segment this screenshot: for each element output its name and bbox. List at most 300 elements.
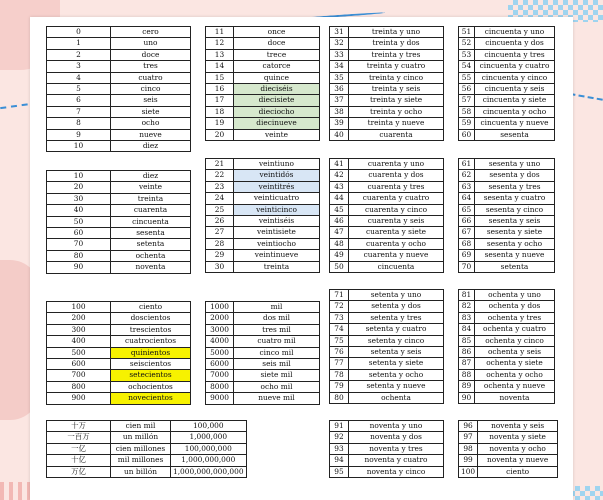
table-row bbox=[47, 466, 247, 477]
number-cell: 97 bbox=[459, 432, 478, 443]
number-cell: 16 bbox=[206, 84, 234, 95]
number-cell: 9 bbox=[47, 129, 111, 140]
table-row bbox=[47, 455, 247, 466]
table-row bbox=[206, 95, 320, 106]
word-cell: mil millones bbox=[111, 455, 171, 466]
table-row bbox=[206, 381, 320, 392]
table-row bbox=[459, 181, 555, 192]
table-row bbox=[330, 250, 444, 261]
table-row bbox=[330, 369, 444, 380]
word-cell: ochocientos bbox=[111, 381, 191, 392]
word-cell: cuarenta y seis bbox=[349, 216, 444, 227]
number-cell: 77 bbox=[330, 358, 349, 369]
word-cell: cuarenta y uno bbox=[349, 159, 444, 170]
number-cell: 20 bbox=[47, 182, 111, 193]
table-row bbox=[459, 301, 555, 312]
table-row bbox=[47, 432, 247, 443]
number-cell: 84 bbox=[459, 324, 475, 335]
number-cell: 96 bbox=[459, 421, 478, 432]
table-row bbox=[47, 38, 191, 49]
number-cell: 42 bbox=[330, 170, 349, 181]
table-row bbox=[330, 84, 444, 95]
number-cell: 71 bbox=[330, 290, 349, 301]
number-cell: 一亿 bbox=[47, 443, 111, 454]
table-row bbox=[330, 170, 444, 181]
table-row bbox=[330, 335, 444, 346]
word-cell: 100,000 bbox=[171, 421, 247, 432]
word-cell: cincuenta y tres bbox=[475, 49, 555, 60]
number-cell: 45 bbox=[330, 204, 349, 215]
number-cell: 75 bbox=[330, 335, 349, 346]
word-cell: seis mil bbox=[234, 359, 320, 370]
table-41-50 bbox=[329, 158, 444, 273]
table-row bbox=[330, 106, 444, 117]
word-cell: un millón bbox=[111, 432, 171, 443]
table-row bbox=[206, 159, 320, 170]
number-cell: 70 bbox=[47, 239, 111, 250]
word-cell: setenta y cuatro bbox=[349, 324, 444, 335]
number-cell: 32 bbox=[330, 38, 349, 49]
table-row bbox=[47, 370, 191, 381]
word-cell: 1,000,000 bbox=[171, 432, 247, 443]
table-row bbox=[47, 118, 191, 129]
number-cell: 31 bbox=[330, 27, 349, 38]
table-row bbox=[459, 455, 558, 466]
number-cell: 24 bbox=[206, 193, 234, 204]
word-cell: cuatrocientos bbox=[111, 336, 191, 347]
number-cell: 11 bbox=[206, 27, 234, 38]
number-cell: 46 bbox=[330, 216, 349, 227]
number-cell: 17 bbox=[206, 95, 234, 106]
word-cell: noventa y nueve bbox=[478, 455, 558, 466]
word-cell: ochenta y cinco bbox=[475, 335, 555, 346]
table-row bbox=[47, 27, 191, 38]
number-cell: 44 bbox=[330, 193, 349, 204]
word-cell: cien mil bbox=[111, 421, 171, 432]
word-cell: treinta y cinco bbox=[349, 72, 444, 83]
table-row bbox=[206, 370, 320, 381]
word-cell: cinco bbox=[111, 84, 191, 95]
number-cell: 86 bbox=[459, 347, 475, 358]
word-cell: sesenta y nueve bbox=[475, 250, 555, 261]
number-cell: 10 bbox=[47, 171, 111, 182]
number-cell: 100 bbox=[459, 466, 478, 477]
number-cell: 4000 bbox=[206, 336, 234, 347]
number-cell: 600 bbox=[47, 359, 111, 370]
number-cell: 81 bbox=[459, 290, 475, 301]
number-cell: 72 bbox=[330, 301, 349, 312]
table-row bbox=[206, 336, 320, 347]
number-cell: 85 bbox=[459, 335, 475, 346]
word-cell: nueve mil bbox=[234, 393, 320, 404]
number-cell: 13 bbox=[206, 49, 234, 60]
table-row bbox=[47, 359, 191, 370]
table-61-70 bbox=[458, 158, 555, 273]
number-cell: 90 bbox=[47, 262, 111, 273]
table-row bbox=[206, 324, 320, 335]
word-cell: un billón bbox=[111, 466, 171, 477]
word-cell: 1,000,000,000 bbox=[171, 455, 247, 466]
table-row bbox=[330, 301, 444, 312]
number-cell: 30 bbox=[47, 193, 111, 204]
word-cell: setenta y ocho bbox=[349, 369, 444, 380]
number-cell: 65 bbox=[459, 204, 475, 215]
table-row bbox=[459, 49, 555, 60]
word-cell: mil bbox=[234, 302, 320, 313]
word-cell: catorce bbox=[234, 61, 320, 72]
number-cell: 8000 bbox=[206, 381, 234, 392]
word-cell: setenta y siete bbox=[349, 358, 444, 369]
word-cell: quinientos bbox=[111, 347, 191, 358]
number-cell: 73 bbox=[330, 312, 349, 323]
number-cell: 十万 bbox=[47, 421, 111, 432]
word-cell: noventa y cuatro bbox=[349, 455, 444, 466]
number-cell: 25 bbox=[206, 204, 234, 215]
word-cell: ochenta y uno bbox=[475, 290, 555, 301]
word-cell: setenta bbox=[475, 261, 555, 272]
word-cell: veintiuno bbox=[234, 159, 320, 170]
number-cell: 50 bbox=[47, 216, 111, 227]
table-row bbox=[459, 170, 555, 181]
number-cell: 99 bbox=[459, 455, 478, 466]
table-row bbox=[459, 95, 555, 106]
table-row bbox=[459, 421, 558, 432]
table-row bbox=[330, 347, 444, 358]
number-cell: 15 bbox=[206, 72, 234, 83]
number-cell: 7000 bbox=[206, 370, 234, 381]
word-cell: ciento bbox=[478, 466, 558, 477]
word-cell: doce bbox=[234, 38, 320, 49]
number-cell: 400 bbox=[47, 336, 111, 347]
number-cell: 51 bbox=[459, 27, 475, 38]
table-row bbox=[459, 159, 555, 170]
word-cell: diez bbox=[111, 141, 191, 152]
word-cell: setenta y dos bbox=[349, 301, 444, 312]
table-row bbox=[47, 393, 191, 404]
table-row bbox=[330, 129, 444, 140]
number-cell: 2 bbox=[47, 49, 111, 60]
word-cell: sesenta y dos bbox=[475, 170, 555, 181]
table-row bbox=[330, 261, 444, 272]
word-cell: setenta y cinco bbox=[349, 335, 444, 346]
word-cell: setenta y tres bbox=[349, 312, 444, 323]
word-cell: cuarenta y dos bbox=[349, 170, 444, 181]
table-row bbox=[330, 466, 444, 477]
word-cell: cincuenta y siete bbox=[475, 95, 555, 106]
number-cell: 50 bbox=[330, 261, 349, 272]
number-cell: 38 bbox=[330, 106, 349, 117]
number-cell: 20 bbox=[206, 129, 234, 140]
table-row bbox=[459, 261, 555, 272]
number-cell: 28 bbox=[206, 238, 234, 249]
table-row bbox=[47, 262, 191, 273]
table-row bbox=[330, 290, 444, 301]
word-cell: dieciocho bbox=[234, 106, 320, 117]
word-cell: noventa y cinco bbox=[349, 466, 444, 477]
number-cell: 23 bbox=[206, 181, 234, 192]
number-cell: 29 bbox=[206, 250, 234, 261]
number-cell: 26 bbox=[206, 216, 234, 227]
word-cell: ocho bbox=[111, 118, 191, 129]
word-cell: cuarenta bbox=[349, 129, 444, 140]
word-cell: cincuenta y ocho bbox=[475, 106, 555, 117]
table-row bbox=[330, 95, 444, 106]
number-cell: 79 bbox=[330, 381, 349, 392]
number-cell: 35 bbox=[330, 72, 349, 83]
word-cell: cincuenta y seis bbox=[475, 84, 555, 95]
number-cell: 88 bbox=[459, 369, 475, 380]
table-row bbox=[330, 312, 444, 323]
word-cell: treinta y cuatro bbox=[349, 61, 444, 72]
word-cell: sesenta bbox=[475, 129, 555, 140]
table-large-numbers bbox=[46, 420, 247, 478]
table-row bbox=[330, 61, 444, 72]
number-cell: 76 bbox=[330, 347, 349, 358]
table-row bbox=[206, 181, 320, 192]
number-cell: 83 bbox=[459, 312, 475, 323]
table-91-95 bbox=[329, 420, 444, 478]
word-cell: quince bbox=[234, 72, 320, 83]
word-cell: noventa y ocho bbox=[478, 443, 558, 454]
table-row bbox=[47, 216, 191, 227]
table-row bbox=[47, 250, 191, 261]
table-row bbox=[330, 455, 444, 466]
number-cell: 94 bbox=[330, 455, 349, 466]
number-cell: 41 bbox=[330, 159, 349, 170]
word-cell: seis bbox=[111, 95, 191, 106]
word-cell: ochenta y dos bbox=[475, 301, 555, 312]
table-11-20 bbox=[205, 26, 320, 141]
number-cell: 300 bbox=[47, 324, 111, 335]
number-cell: 14 bbox=[206, 61, 234, 72]
table-row bbox=[47, 84, 191, 95]
number-cell: 74 bbox=[330, 324, 349, 335]
word-cell: veintidós bbox=[234, 170, 320, 181]
number-cell: 91 bbox=[330, 421, 349, 432]
word-cell: siete bbox=[111, 106, 191, 117]
table-21-30 bbox=[205, 158, 320, 273]
word-cell: sesenta y seis bbox=[475, 216, 555, 227]
table-row bbox=[330, 181, 444, 192]
number-cell: 55 bbox=[459, 72, 475, 83]
table-row bbox=[459, 369, 555, 380]
number-cell: 40 bbox=[47, 205, 111, 216]
table-row bbox=[330, 381, 444, 392]
number-cell: 5000 bbox=[206, 347, 234, 358]
word-cell: sesenta bbox=[111, 228, 191, 239]
number-cell: 4 bbox=[47, 72, 111, 83]
word-cell: setenta y seis bbox=[349, 347, 444, 358]
table-row bbox=[47, 72, 191, 83]
table-row bbox=[459, 335, 555, 346]
table-row bbox=[206, 302, 320, 313]
word-cell: 100,000,000 bbox=[171, 443, 247, 454]
word-cell: doce bbox=[111, 49, 191, 60]
number-cell: 6 bbox=[47, 95, 111, 106]
word-cell: cien millones bbox=[111, 443, 171, 454]
table-row bbox=[47, 95, 191, 106]
table-row bbox=[459, 204, 555, 215]
table-row bbox=[47, 302, 191, 313]
word-cell: cuarenta bbox=[111, 205, 191, 216]
word-cell: uno bbox=[111, 38, 191, 49]
word-cell: cincuenta y uno bbox=[475, 27, 555, 38]
table-row bbox=[47, 381, 191, 392]
table-row bbox=[330, 238, 444, 249]
table-row bbox=[459, 358, 555, 369]
word-cell: ochenta y nueve bbox=[475, 381, 555, 392]
table-row bbox=[47, 347, 191, 358]
number-cell: 95 bbox=[330, 466, 349, 477]
number-cell: 18 bbox=[206, 106, 234, 117]
word-cell: cuarenta y cuatro bbox=[349, 193, 444, 204]
table-51-60 bbox=[458, 26, 555, 141]
table-row bbox=[459, 324, 555, 335]
word-cell: cuarenta y nueve bbox=[349, 250, 444, 261]
word-cell: ochenta y siete bbox=[475, 358, 555, 369]
table-row bbox=[206, 313, 320, 324]
number-cell: 700 bbox=[47, 370, 111, 381]
word-cell: treinta y ocho bbox=[349, 106, 444, 117]
number-cell: 67 bbox=[459, 227, 475, 238]
word-cell: ochenta y cuatro bbox=[475, 324, 555, 335]
number-cell: 64 bbox=[459, 193, 475, 204]
table-row bbox=[459, 129, 555, 140]
word-cell: ochenta y seis bbox=[475, 347, 555, 358]
table-row bbox=[206, 250, 320, 261]
number-cell: 58 bbox=[459, 106, 475, 117]
number-cell: 十亿 bbox=[47, 455, 111, 466]
number-cell: 800 bbox=[47, 381, 111, 392]
word-cell: treinta y siete bbox=[349, 95, 444, 106]
table-row bbox=[330, 72, 444, 83]
word-cell: novecientos bbox=[111, 393, 191, 404]
number-cell: 60 bbox=[47, 228, 111, 239]
table-0-10 bbox=[46, 26, 191, 152]
word-cell: sesenta y siete bbox=[475, 227, 555, 238]
word-cell: noventa y dos bbox=[349, 432, 444, 443]
number-cell: 49 bbox=[330, 250, 349, 261]
word-cell: trece bbox=[234, 49, 320, 60]
word-cell: cinco mil bbox=[234, 347, 320, 358]
table-row bbox=[459, 250, 555, 261]
table-row bbox=[459, 392, 555, 403]
word-cell: noventa y uno bbox=[349, 421, 444, 432]
table-row bbox=[459, 38, 555, 49]
word-cell: noventa bbox=[111, 262, 191, 273]
word-cell: sesenta y uno bbox=[475, 159, 555, 170]
number-cell: 21 bbox=[206, 159, 234, 170]
number-cell: 60 bbox=[459, 129, 475, 140]
word-cell: diecisiete bbox=[234, 95, 320, 106]
number-cell: 37 bbox=[330, 95, 349, 106]
number-cell: 66 bbox=[459, 216, 475, 227]
table-row bbox=[330, 358, 444, 369]
word-cell: sesenta y ocho bbox=[475, 238, 555, 249]
table-row bbox=[47, 239, 191, 250]
table-row bbox=[330, 227, 444, 238]
word-cell: setenta bbox=[111, 239, 191, 250]
table-row bbox=[330, 204, 444, 215]
word-cell: ocho mil bbox=[234, 381, 320, 392]
table-row bbox=[459, 290, 555, 301]
table-row bbox=[47, 443, 247, 454]
word-cell: noventa y seis bbox=[478, 421, 558, 432]
number-cell: 92 bbox=[330, 432, 349, 443]
number-cell: 56 bbox=[459, 84, 475, 95]
table-row bbox=[459, 106, 555, 117]
table-81-90 bbox=[458, 289, 555, 404]
word-cell: cuatro mil bbox=[234, 336, 320, 347]
word-cell: tres mil bbox=[234, 324, 320, 335]
number-cell: 万亿 bbox=[47, 466, 111, 477]
table-row bbox=[459, 84, 555, 95]
number-cell: 3 bbox=[47, 61, 111, 72]
number-cell: 47 bbox=[330, 227, 349, 238]
word-cell: tres bbox=[111, 61, 191, 72]
number-cell: 80 bbox=[330, 392, 349, 403]
word-cell: veintitrés bbox=[234, 181, 320, 192]
number-cell: 68 bbox=[459, 238, 475, 249]
table-row bbox=[206, 216, 320, 227]
table-row bbox=[206, 61, 320, 72]
table-31-40 bbox=[329, 26, 444, 141]
table-row bbox=[47, 182, 191, 193]
word-cell: treinta y uno bbox=[349, 27, 444, 38]
table-row bbox=[330, 216, 444, 227]
table-row bbox=[330, 432, 444, 443]
word-cell: diez bbox=[111, 171, 191, 182]
word-cell: cuarenta y ocho bbox=[349, 238, 444, 249]
word-cell: veintinueve bbox=[234, 250, 320, 261]
number-cell: 900 bbox=[47, 393, 111, 404]
table-row bbox=[459, 432, 558, 443]
table-row bbox=[330, 324, 444, 335]
number-cell: 61 bbox=[459, 159, 475, 170]
number-cell: 89 bbox=[459, 381, 475, 392]
table-row bbox=[47, 336, 191, 347]
table-row bbox=[330, 49, 444, 60]
word-cell: cincuenta y cuatro bbox=[475, 61, 555, 72]
table-row bbox=[330, 159, 444, 170]
number-cell: 59 bbox=[459, 118, 475, 129]
word-cell: veinticinco bbox=[234, 204, 320, 215]
word-cell: dieciséis bbox=[234, 84, 320, 95]
number-cell: 12 bbox=[206, 38, 234, 49]
table-row bbox=[459, 193, 555, 204]
number-cell: 52 bbox=[459, 38, 475, 49]
number-cell: 40 bbox=[330, 129, 349, 140]
word-cell: cuatro bbox=[111, 72, 191, 83]
number-cell: 70 bbox=[459, 261, 475, 272]
word-cell: cincuenta bbox=[111, 216, 191, 227]
number-cell: 33 bbox=[330, 49, 349, 60]
number-cell: 78 bbox=[330, 369, 349, 380]
table-row bbox=[47, 193, 191, 204]
word-cell: diecinueve bbox=[234, 118, 320, 129]
table-row bbox=[459, 227, 555, 238]
table-row bbox=[206, 359, 320, 370]
table-row bbox=[459, 61, 555, 72]
table-row bbox=[206, 129, 320, 140]
word-cell: sesenta y tres bbox=[475, 181, 555, 192]
table-row bbox=[330, 38, 444, 49]
number-cell: 54 bbox=[459, 61, 475, 72]
number-cell: 10 bbox=[47, 141, 111, 152]
number-cell: 7 bbox=[47, 106, 111, 117]
number-cell: 5 bbox=[47, 84, 111, 95]
number-cell: 43 bbox=[330, 181, 349, 192]
